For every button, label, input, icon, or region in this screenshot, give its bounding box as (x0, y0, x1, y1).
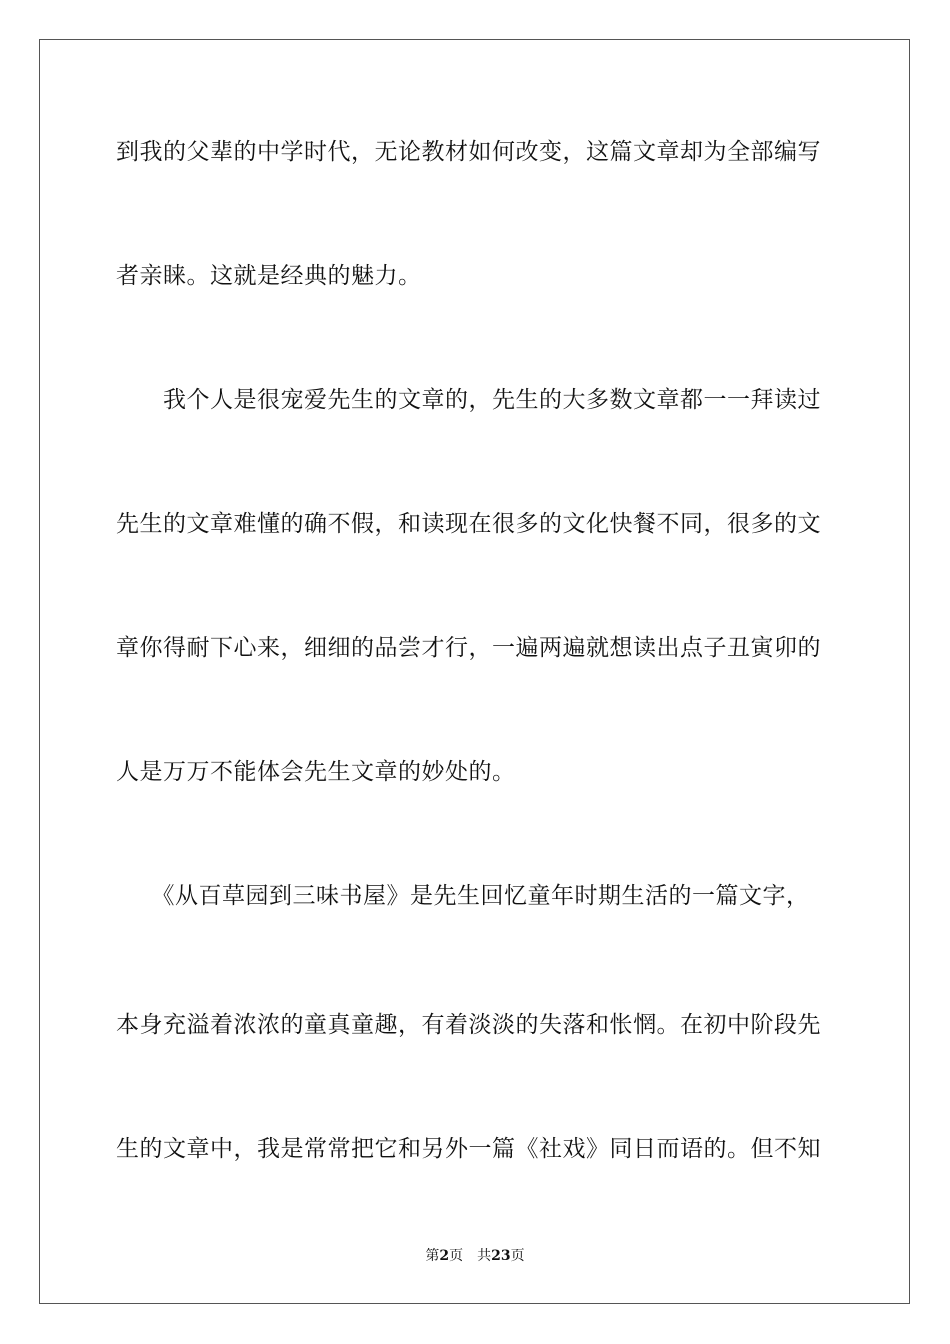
footer-total-pages: 23 (491, 1248, 511, 1264)
text-line-4: 先生的文章难懂的确不假，和读现在很多的文化快餐不同，很多的文 (116, 511, 821, 537)
text-line-7: 《从百草园到三味书屋》是先生回忆童年时期生活的一篇文字， (116, 883, 810, 909)
text-line-6: 人是万万不能体会先生文章的妙处的。 (116, 759, 516, 785)
text-line-1: 到我的父辈的中学时代，无论教材如何改变，这篇文章却为全部编写 (116, 139, 821, 165)
footer-page-suffix: 页 (449, 1248, 464, 1264)
page-border (39, 39, 910, 1304)
text-line-2: 者亲睐。这就是经典的魅力。 (116, 263, 422, 289)
text-line-5: 章你得耐下心来，细细的品尝才行，一遍两遍就想读出点子丑寅卯的 (116, 635, 821, 661)
footer-page-prefix: 第 (425, 1248, 440, 1264)
text-line-9: 生的文章中，我是常常把它和另外一篇《社戏》同日而语的。但不知 (116, 1136, 821, 1162)
page-footer (0, 1247, 950, 1265)
text-line-3: 我个人是很宠爱先生的文章的，先生的大多数文章都一一拜读过 (116, 387, 821, 413)
footer-total-prefix: 共 (477, 1248, 492, 1264)
footer-page-number: 2 (439, 1248, 450, 1264)
text-line-8: 本身充溢着浓浓的童真童趣，有着淡淡的失落和怅惘。在初中阶段先 (116, 1012, 821, 1038)
footer-total-suffix: 页 (510, 1248, 525, 1264)
